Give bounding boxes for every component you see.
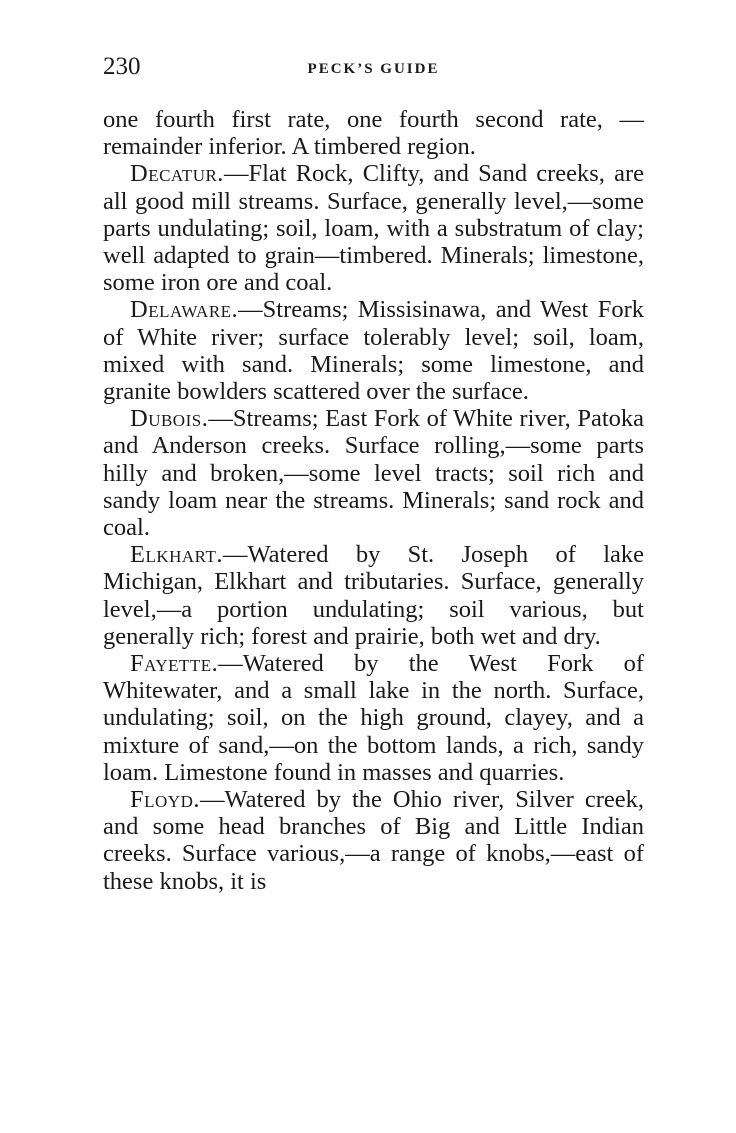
county-description: —Flat Rock, Clifty, and Sand creeks, are all good mill streams. Surface, generally level,—some parts undulating; soil, loam, with a substratum of clay; well adapted to grain—timbered. Minerals; limestone, some iron ore and coal.	[103, 160, 644, 297]
county-entry-floyd	[103, 786, 644, 895]
county-description: —Watered by St. Joseph of lake Michigan, Elkhart and tributaries. Surface, generally level,—a portion undulating; soil various, but generally rich; forest and prairie, both wet and dry.	[103, 541, 644, 650]
county-entry-decatur	[103, 160, 644, 296]
county-name: Delaware.	[130, 296, 239, 324]
county-entry-elkhart	[103, 541, 644, 650]
county-entry-fayette	[103, 650, 644, 786]
county-entry-dubois	[103, 405, 644, 541]
page-header	[103, 52, 644, 86]
book-page	[103, 52, 644, 895]
county-name: Elkhart.	[130, 541, 224, 569]
page-body	[103, 106, 644, 895]
running-title: PECK’S GUIDE	[307, 61, 440, 77]
county-description: —Watered by the West Fork of Whitewater, and a small lake in the north. Surface, undulating; soil, on the high ground, clayey, and a mixture of sand,—on the bottom lands, a rich, sandy loam. Limestone found in masses and quarries.	[103, 650, 644, 786]
county-name: Fayette.	[130, 650, 219, 678]
county-entry-delaware	[103, 296, 644, 405]
county-description: —Streams; East Fork of White river, Patoka and Anderson creeks. Surface rolling,—some parts hilly and broken,—some level tracts; soil rich and sandy loam near the streams. Minerals; sand rock and coal.	[103, 405, 644, 542]
continuation-paragraph: one fourth first rate, one fourth second rate, —remainder inferior. A timbered region.	[103, 106, 644, 161]
county-description: —Watered by the Ohio river, Silver creek, and some head branches of Big and Little Indian creeks. Surface various,—a range of knobs,—east of these knobs, it is	[103, 786, 644, 895]
county-name: Dubois.	[130, 405, 209, 433]
county-name: Floyd.	[130, 786, 200, 814]
county-description: —Streams; Missisinawa, and West Fork of White river; surface tolerably level; soil, loam, mixed with sand. Minerals; some limestone, and granite bowlders scattered over the surface.	[103, 296, 644, 406]
county-name: Decatur.	[130, 160, 224, 188]
page-number: 230	[103, 53, 141, 80]
